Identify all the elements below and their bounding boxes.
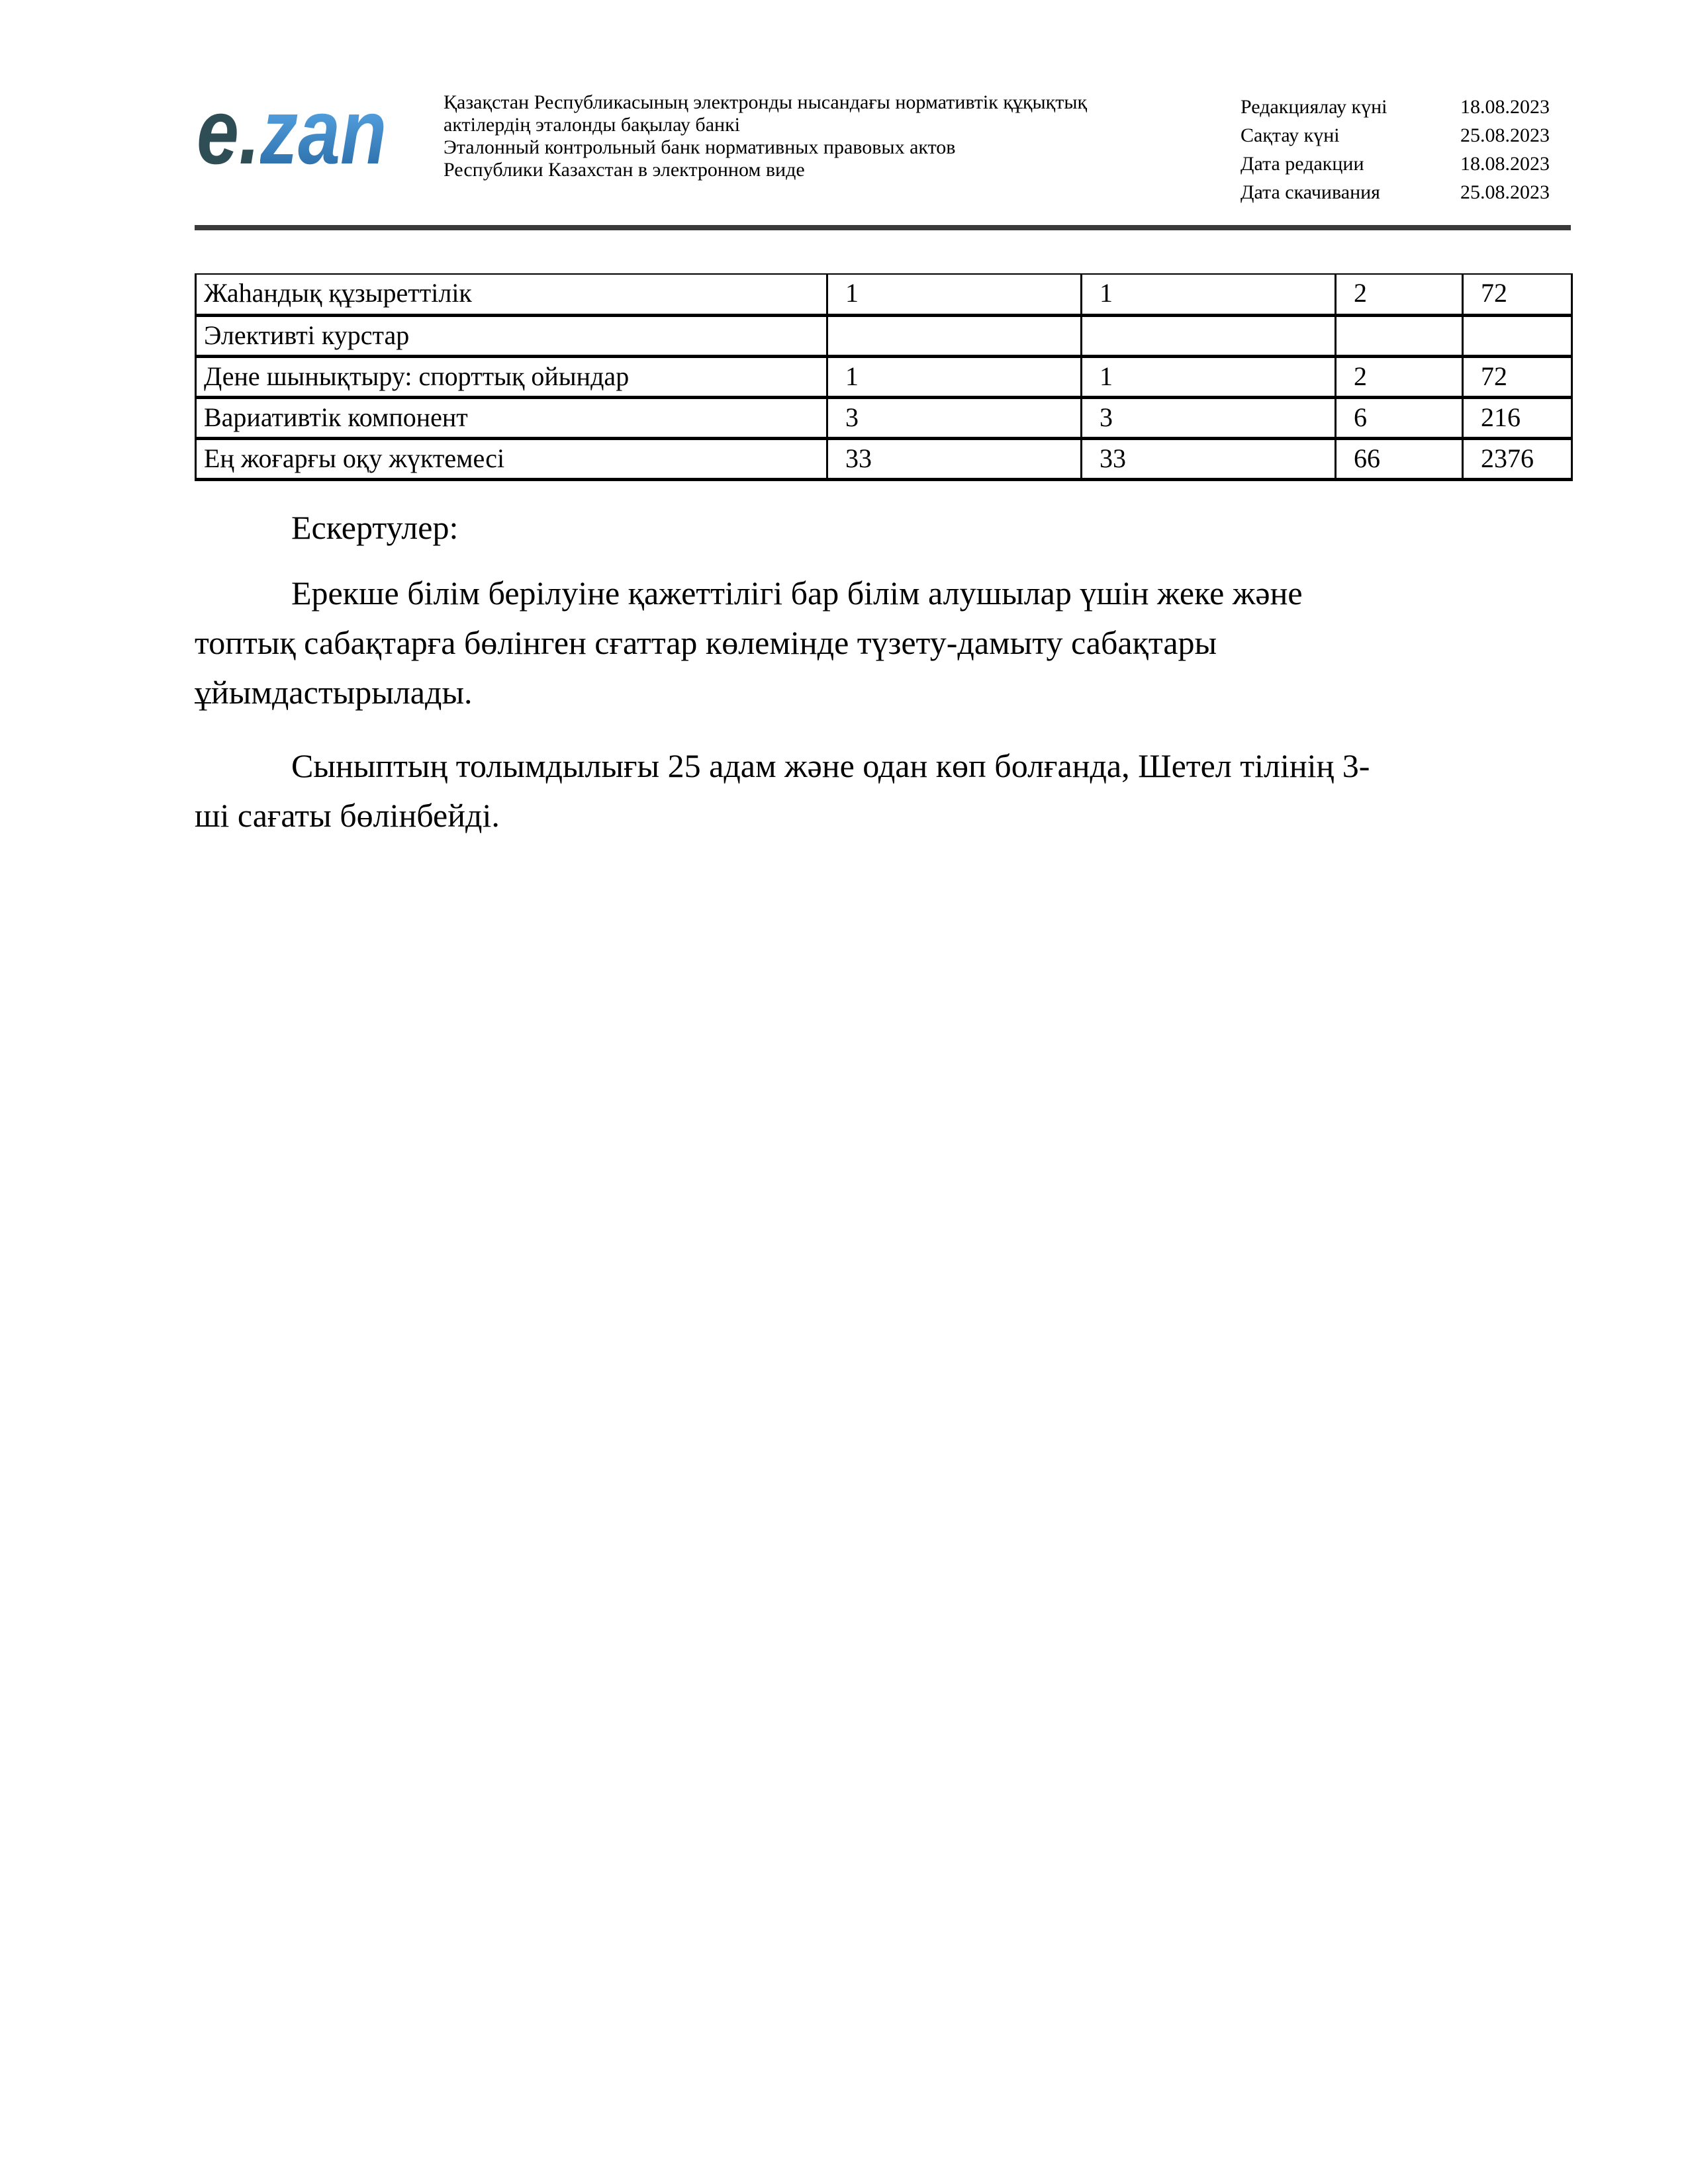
curriculum-table bbox=[195, 273, 1573, 481]
value-cell: 2 bbox=[1336, 274, 1463, 315]
row-label-cell: Элективті курстар bbox=[196, 315, 827, 356]
row-label-cell: Вариативтік компонент bbox=[196, 397, 827, 438]
date-value: 18.08.2023 bbox=[1460, 153, 1550, 175]
curriculum-table-wrap bbox=[195, 273, 1573, 481]
table-row bbox=[196, 438, 1572, 479]
value-cell: 66 bbox=[1336, 438, 1463, 479]
date-label: Редакциялау күні bbox=[1241, 96, 1387, 118]
date-value: 25.08.2023 bbox=[1460, 181, 1550, 203]
value-cell bbox=[1082, 315, 1336, 356]
value-cell: 72 bbox=[1463, 274, 1572, 315]
org-line: Эталонный контрольный банк нормативных правовых актов bbox=[444, 136, 956, 158]
notes-paragraph bbox=[195, 569, 1575, 717]
logo-e-part: e. bbox=[197, 79, 260, 183]
value-cell: 2 bbox=[1336, 356, 1463, 397]
value-cell bbox=[1463, 315, 1572, 356]
table-row bbox=[196, 315, 1572, 356]
date-row bbox=[1241, 178, 1550, 206]
date-row bbox=[1241, 121, 1550, 150]
notes-paragraph bbox=[195, 741, 1575, 841]
value-cell: 2376 bbox=[1463, 438, 1572, 479]
org-line: Республики Казахстан в электронном виде bbox=[444, 159, 805, 181]
table-row bbox=[196, 397, 1572, 438]
value-cell: 72 bbox=[1463, 356, 1572, 397]
notes-heading: Ескертулер: bbox=[291, 509, 459, 546]
row-label-cell: Жаһандық құзыреттілік bbox=[196, 274, 827, 315]
value-cell: 1 bbox=[827, 274, 1082, 315]
date-row bbox=[1241, 150, 1550, 178]
date-label: Дата редакции bbox=[1241, 153, 1364, 175]
value-cell: 1 bbox=[827, 356, 1082, 397]
value-cell: 1 bbox=[1082, 356, 1336, 397]
paragraph-line: Ерекше білім берілуіне қажеттілігі бар білім алушылар үшін жеке және bbox=[291, 574, 1303, 612]
value-cell: 33 bbox=[827, 438, 1082, 479]
value-cell: 216 bbox=[1463, 397, 1572, 438]
value-cell: 3 bbox=[1082, 397, 1336, 438]
paragraph-line: Сыныптың толымдылығы 25 адам және одан көп болғанда, Шетел тілінің 3- bbox=[291, 747, 1370, 784]
paragraph-line: ұйымдастырылады. bbox=[195, 674, 473, 711]
value-cell bbox=[827, 315, 1082, 356]
paragraph-line: топтық сабақтарға бөлінген сғаттар көлемінде түзету-дамыту сабақтары bbox=[195, 624, 1217, 661]
org-line: актілердің эталонды бақылау банкі bbox=[444, 114, 740, 136]
org-line: Қазақстан Республикасының электронды нысандағы нормативтік құқықтық bbox=[444, 91, 1088, 113]
notes-section bbox=[195, 503, 1575, 841]
ezan-logo bbox=[197, 79, 387, 183]
date-label: Сақтау күні bbox=[1241, 124, 1340, 146]
table-row bbox=[196, 274, 1572, 315]
table-row bbox=[196, 356, 1572, 397]
logo-zan-part: zan bbox=[259, 79, 387, 183]
paragraph-line: ші сағаты бөлінбейді. bbox=[195, 797, 500, 834]
dates-panel bbox=[1241, 93, 1550, 206]
value-cell bbox=[1336, 315, 1463, 356]
date-label: Дата скачивания bbox=[1241, 181, 1380, 203]
row-label-cell: Дене шынықтыру: спорттық ойындар bbox=[196, 356, 827, 397]
header-separator bbox=[195, 225, 1571, 230]
org-description bbox=[444, 91, 1225, 181]
date-row bbox=[1241, 93, 1550, 121]
value-cell: 33 bbox=[1082, 438, 1336, 479]
value-cell: 6 bbox=[1336, 397, 1463, 438]
date-value: 25.08.2023 bbox=[1460, 124, 1550, 146]
date-value: 18.08.2023 bbox=[1460, 96, 1550, 118]
value-cell: 1 bbox=[1082, 274, 1336, 315]
row-label-cell: Ең жоғарғы оқу жүктемесі bbox=[196, 438, 827, 479]
value-cell: 3 bbox=[827, 397, 1082, 438]
